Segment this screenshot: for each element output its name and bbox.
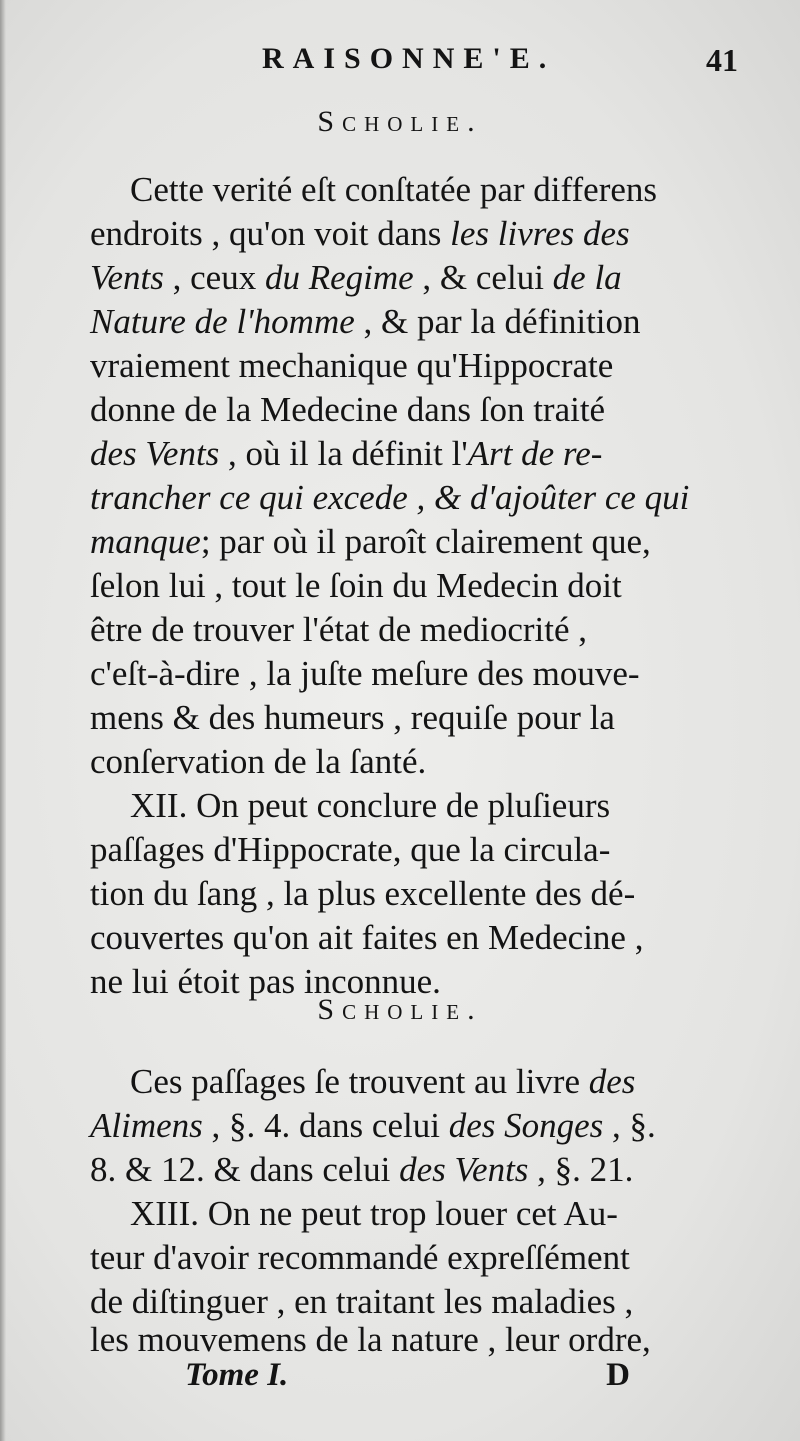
page-footer — [185, 1357, 630, 1401]
text-line: Cette verité eſt conſtatée par differens — [130, 170, 658, 209]
text-line: manque; par où il paroît clairement que, — [90, 522, 651, 561]
text-line: mens & des humeurs , requiſe pour la — [90, 698, 615, 737]
text-line: ſelon lui , tout le ſoin du Medecin doit — [90, 566, 622, 605]
running-title: RAISONNE'E. — [262, 42, 556, 75]
text-line: Vents , ceux du Regime , & celui de la — [90, 258, 622, 297]
volume-label: Tome I. — [185, 1357, 289, 1393]
text-line: trancher ce qui excede , & d'ajoûter ce qui — [90, 478, 690, 517]
text-line: Nature de l'homme , & par la définition — [90, 302, 641, 341]
text-line: Alimens , §. 4. dans celui des Songes , §. — [90, 1106, 656, 1145]
signature-mark: D — [606, 1357, 630, 1393]
page-edge-shadow — [0, 0, 6, 1441]
text-line: couvertes qu'on ait faites en Medecine , — [90, 918, 644, 957]
text-line: les mouvemens de la nature , leur ordre, — [90, 1320, 651, 1359]
text-line: endroits , qu'on voit dans les livres des — [90, 214, 630, 253]
page-header — [92, 42, 738, 92]
text-line: paſſages d'Hippocrate, que la circula- — [90, 830, 611, 869]
text-line: ne lui étoit pas inconnue. — [90, 962, 441, 1001]
text-line: donne de la Medecine dans ſon traité — [90, 390, 606, 429]
text-line: conſervation de la ſanté. — [90, 742, 427, 781]
page-number: 41 — [706, 42, 738, 78]
text-line: vraiement mechanique qu'Hippocrate — [90, 346, 614, 385]
text-line: de diſtinguer , en traitant les maladies , — [90, 1282, 634, 1321]
text-line: 8. & 12. & dans celui des Vents , §. 21. — [90, 1150, 634, 1189]
scholie-heading-2: Scholie. — [317, 993, 483, 1026]
text-line: c'eſt-à-dire , la juſte meſure des mouve- — [90, 654, 640, 693]
text-line: XII. On peut conclure de pluſieurs — [130, 786, 611, 825]
text-line: des Vents , où il la définit l'Art de re- — [90, 434, 603, 473]
text-line: Ces paſſages ſe trouvent au livre des — [130, 1062, 636, 1101]
scholie-heading-1: Scholie. — [317, 105, 483, 138]
text-line: teur d'avoir recommandé expreſſément — [90, 1238, 630, 1277]
text-line: être de trouver l'état de mediocrité , — [90, 610, 588, 649]
text-line: tion du ſang , la plus excellente des dé- — [90, 874, 636, 913]
text-line: XIII. On ne peut trop louer cet Au- — [130, 1194, 618, 1233]
